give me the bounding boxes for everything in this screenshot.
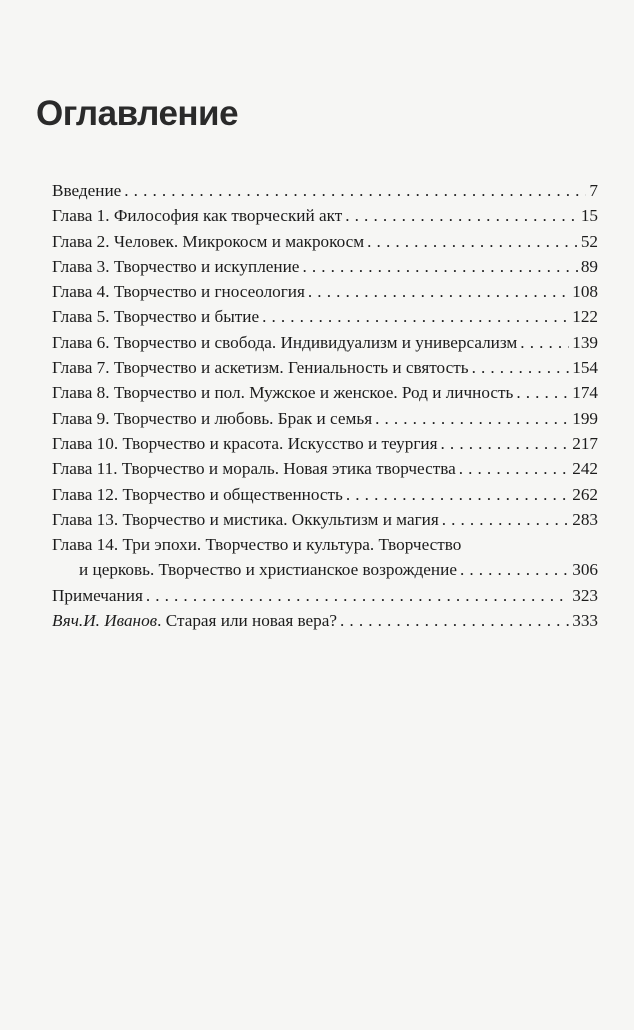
toc-entry-label: Глава 4. Творчество и гносеология — [52, 282, 305, 302]
table-of-contents — [52, 178, 598, 633]
toc-entry-page: 283 — [572, 509, 598, 529]
leader-dots — [441, 431, 570, 456]
toc-entry-label: Глава 12. Творчество и общественность — [52, 484, 343, 504]
toc-entry-page: 108 — [572, 282, 598, 302]
toc-entry-continuation — [52, 557, 598, 582]
toc-entry-page: 199 — [572, 408, 598, 428]
leader-dots — [302, 254, 577, 279]
leader-dots — [345, 203, 578, 228]
toc-entry-appendix — [52, 608, 598, 633]
leader-dots — [367, 229, 578, 254]
toc-entry-page: 154 — [572, 358, 598, 378]
toc-entry-page: 323 — [572, 585, 598, 605]
leader-dots — [516, 380, 569, 405]
leader-dots — [460, 557, 569, 582]
toc-entry-label: Глава 3. Творчество и искупление — [52, 256, 300, 276]
toc-entry-chapter-14 — [52, 532, 598, 583]
toc-entry-chapter-11 — [52, 456, 598, 481]
toc-entry-chapter-8 — [52, 380, 598, 405]
toc-entry-chapter-5 — [52, 304, 598, 329]
toc-entry-page: 7 — [589, 181, 598, 200]
toc-entry-label: Глава 10. Творчество и красота. Искусство и теургия — [52, 433, 438, 453]
toc-entry-label-wrapper — [52, 608, 337, 633]
toc-entry-page: 89 — [580, 256, 598, 276]
toc-entry-chapter-4 — [52, 279, 598, 304]
leader-dots — [472, 355, 570, 380]
toc-entry-chapter-3 — [52, 254, 598, 279]
toc-entry-notes — [52, 583, 598, 608]
toc-entry-chapter-1 — [52, 203, 598, 228]
toc-entry-page: 15 — [580, 206, 598, 226]
toc-entry-chapter-12 — [52, 482, 598, 507]
toc-entry-label: Глава 2. Человек. Микрокосм и макрокосм — [52, 231, 365, 251]
toc-entry-chapter-2 — [52, 229, 598, 254]
leader-dots — [346, 482, 569, 507]
toc-entry-page: 306 — [572, 560, 598, 580]
toc-entry-page: 174 — [572, 383, 598, 403]
toc-entry-page: 333 — [572, 611, 598, 631]
toc-entry-chapter-13 — [52, 507, 598, 532]
toc-entry-label: Глава 11. Творчество и мораль. Новая этика творчества — [52, 459, 456, 479]
toc-entry-label: Глава 13. Творчество и мистика. Оккультизм и магия — [52, 509, 439, 529]
leader-dots — [520, 330, 569, 355]
toc-entry-page: 262 — [572, 484, 598, 504]
toc-entry-page: 217 — [572, 433, 598, 453]
toc-entry-label: Примечания — [52, 585, 143, 605]
leader-dots — [442, 507, 569, 532]
toc-entry-chapter-6 — [52, 330, 598, 355]
toc-entry-page: 242 — [572, 459, 598, 479]
toc-entry-chapter-10 — [52, 431, 598, 456]
leader-dots — [340, 608, 569, 633]
leader-dots — [308, 279, 569, 304]
toc-entry-label: Введение — [52, 181, 122, 200]
leader-dots — [459, 456, 569, 481]
toc-entry-label: . Старая или новая вера? — [157, 611, 338, 631]
toc-entry-author: Вяч.И. Иванов — [52, 611, 158, 631]
toc-entry-introduction — [52, 178, 598, 203]
toc-entry-label: Глава 14. Три эпохи. Творчество и культура. Творчество — [52, 535, 462, 555]
leader-dots — [375, 406, 569, 431]
toc-entry-label-continued: и церковь. Творчество и христианское возрождение — [79, 560, 457, 580]
toc-entry-chapter-9 — [52, 406, 598, 431]
leader-dots — [262, 304, 569, 329]
toc-entry-label: Глава 1. Философия как творческий акт — [52, 206, 343, 226]
toc-entry-label: Глава 7. Творчество и аскетизм. Гениальность и святость — [52, 358, 469, 378]
leader-dots — [146, 583, 569, 608]
toc-entry-page: 139 — [572, 332, 598, 352]
toc-entry-label: Глава 9. Творчество и любовь. Брак и семья — [52, 408, 373, 428]
toc-entry-label: Глава 5. Творчество и бытие — [52, 307, 260, 327]
page-title: Оглавление — [36, 94, 239, 133]
toc-entry-page: 52 — [580, 231, 598, 251]
leader-dots — [124, 178, 586, 203]
toc-entry-page: 122 — [572, 307, 598, 327]
toc-entry-label: Глава 6. Творчество и свобода. Индивидуализм и универсализм — [52, 332, 518, 352]
toc-entry-label: Глава 8. Творчество и пол. Мужское и женское. Род и личность — [52, 383, 514, 403]
toc-entry-chapter-7 — [52, 355, 598, 380]
